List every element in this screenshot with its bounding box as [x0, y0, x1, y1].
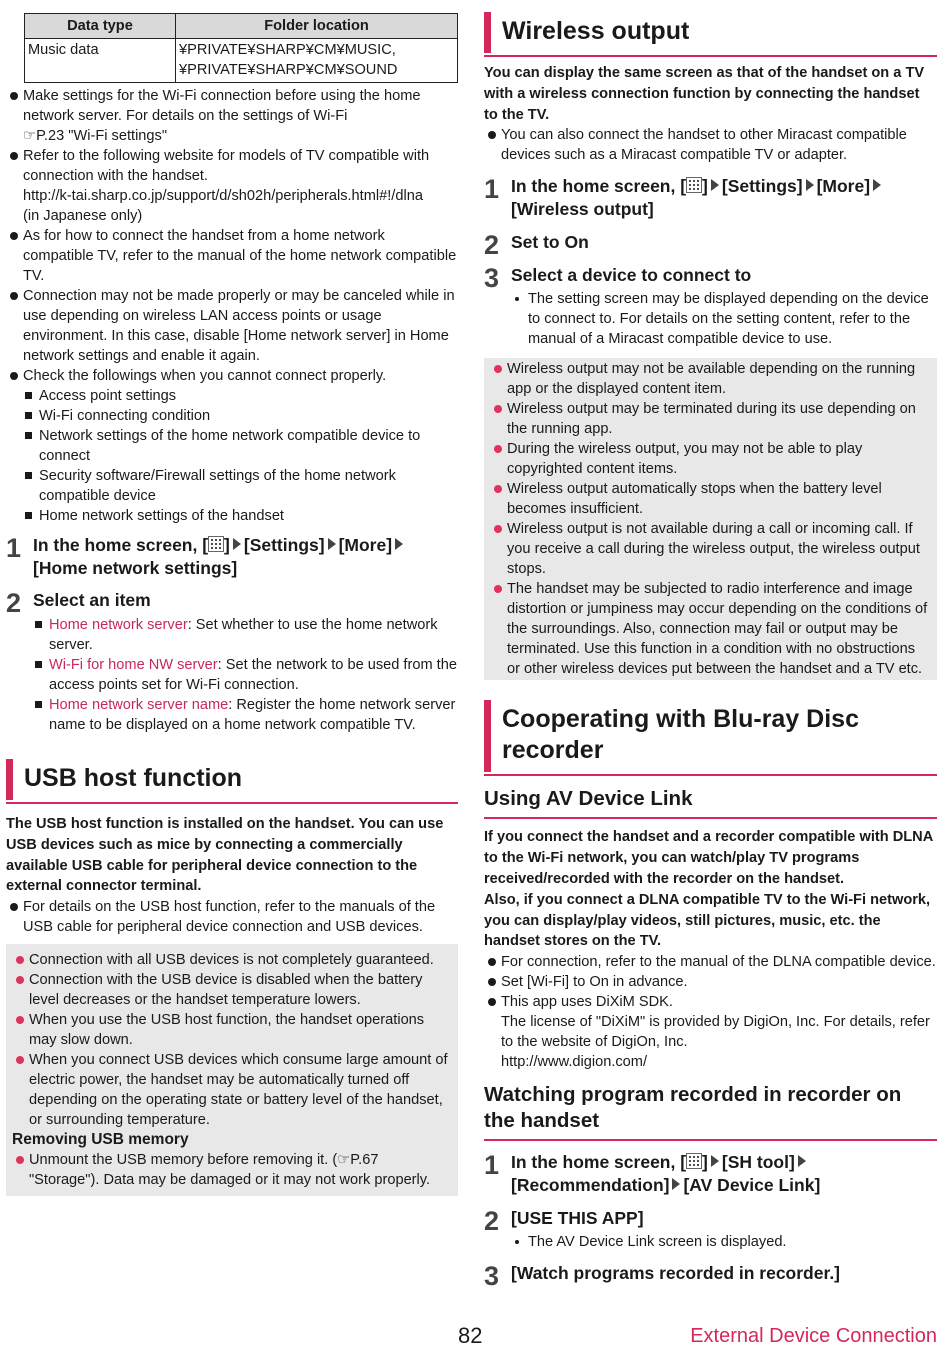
item-name: Wi-Fi for home NW server [49, 657, 218, 673]
item-list [6, 615, 458, 735]
sub-note: The setting screen may be displayed depending on the device to connect to. For details on the setting content, refer to the manual of a Miracast compatible device to use. [484, 289, 937, 349]
step-2 [484, 1206, 937, 1237]
check-item: Network settings of the home network compatible device to connect [6, 426, 458, 466]
step-number: 1 [6, 533, 22, 563]
arrow-right-icon [395, 538, 403, 550]
app-menu-icon [686, 1153, 702, 1169]
bullet-item [6, 146, 458, 226]
note-item: The handset may be subjected to radio interference and image distortion or jumpiness may occur depending on the conditions of the surroundings. Also, connection may fail or output may be terminated. Use this function in a condition with no obstructions or other wireless devices put between the handset and a TV etc. [490, 579, 931, 679]
bullet-item: For details on the USB host function, refer to the manuals of the USB cable for peripheral device connection and USB devices. [6, 897, 458, 937]
note-item: When you connect USB devices which consume large amount of electric power, the handset may be automatically turned off depending on the operating state or battery level of the handset, or surrounding temperature. [12, 1050, 452, 1130]
note-item: Wireless output may not be available depending on the running app or the displayed content item. [490, 359, 931, 399]
item-desc: : Set the network to be used from the access points set for Wi-Fi connection. [49, 657, 457, 693]
section-intro: Also, if you connect a DLNA compatible TV to the Wi-Fi network, you can display/play videos, still pictures, music, etc. the handset stores on the TV. [484, 891, 931, 950]
list-item [6, 615, 458, 655]
table-header-row [25, 14, 458, 39]
step-text: [More] [338, 535, 393, 555]
item-desc: : Set whether to use the home network server. [49, 617, 438, 653]
arrow-right-icon [672, 1178, 680, 1190]
step-text: [Home network settings] [33, 558, 238, 578]
step-text: [Recommendation] [511, 1175, 670, 1196]
step-3 [484, 263, 937, 294]
step-text: [USE THIS APP] [511, 1208, 644, 1229]
left-column [6, 0, 458, 1196]
page-number: 82 [458, 1323, 483, 1348]
section-heading: USB host function [6, 759, 458, 800]
bullet-item: For connection, refer to the manual of the DLNA compatible device. [484, 952, 937, 972]
bullet-item: Check the followings when you cannot connect properly. [6, 366, 458, 386]
table-header: Folder location [176, 14, 458, 39]
note-item: Wireless output is not available during a call or incoming call. If you receive a call during the wireless output, the wireless output stops. [490, 519, 931, 579]
page-reference: ☞P.23 "Wi-Fi settings" [23, 128, 168, 144]
step-1 [484, 1151, 937, 1197]
note-item: Connection with the USB device is disabled when the battery level decreases or the handset temperature lowers. [12, 970, 452, 1010]
note-item: Unmount the USB memory before removing it. (☞P.67 "Storage"). Data may be damaged or it may not work properly. [12, 1150, 452, 1190]
app-menu-icon [686, 177, 702, 193]
step-text: Set to On [511, 232, 589, 253]
arrow-right-icon [798, 1155, 806, 1167]
bullet-item: Set [Wi-Fi] to On in advance. [484, 972, 937, 992]
arrow-right-icon [806, 179, 814, 191]
note-item: Connection with all USB devices is not completely guaranteed. [12, 950, 452, 970]
step-1 [6, 534, 458, 580]
url-link[interactable]: http://www.digion.com/ [501, 1054, 648, 1071]
note-subheading: Removing USB memory [12, 1131, 189, 1149]
note-item: During the wireless output, you may not be able to play copyrighted content items. [490, 439, 931, 479]
step-number: 3 [484, 1261, 500, 1292]
check-item: Security software/Firewall settings of the home network compatible device [6, 466, 458, 506]
step-text: [Settings] [721, 176, 803, 197]
bullet-item: You can also connect the handset to other Miracast compatible devices such as a Miracast compatible TV or adapter. [484, 125, 937, 165]
section-heading: Wireless output [484, 12, 937, 53]
step-text: In the home screen, [ [511, 1152, 687, 1173]
step-number: 3 [484, 263, 500, 294]
folder-path: ¥PRIVATE¥SHARP¥CM¥SOUND [179, 62, 398, 78]
step-text: In the home screen, [ [33, 535, 209, 555]
step-text: [Watch programs recorded in recorder.] [511, 1263, 841, 1284]
step-text: [SH tool] [721, 1152, 795, 1173]
step-number: 2 [484, 1206, 500, 1237]
step-text: Select an item [33, 590, 151, 610]
step-number: 1 [484, 1150, 500, 1181]
bullet-text: Make settings for the Wi-Fi connection before using the home network server. For details on the settings of Wi-Fi [23, 88, 421, 124]
step-2 [6, 588, 458, 618]
step-text: [Wireless output] [511, 199, 654, 220]
bullet-text: The license of "DiXiM" is provided by DigiOn, Inc. For details, refer to the website of DigiOn, Inc. [501, 1014, 930, 1051]
check-item: Home network settings of the handset [6, 506, 458, 526]
step-text: ] [702, 1152, 708, 1173]
bullet-text: This app uses DiXiM SDK. [501, 994, 673, 1011]
step-1 [484, 175, 937, 221]
section-heading: Cooperating with Blu-ray Disc recorder [484, 700, 937, 772]
note-box [6, 944, 458, 1196]
check-item: Access point settings [6, 386, 458, 406]
step-number: 1 [484, 174, 500, 205]
step-text: [AV Device Link] [683, 1175, 821, 1196]
table-row [25, 39, 458, 83]
bullet-item: As for how to connect the handset from a home network compatible TV, refer to the manual of the home network compatible TV. [6, 226, 458, 286]
item-name: Home network server [49, 617, 188, 633]
note-box [484, 358, 937, 680]
subsection-heading: Using AV Device Link [484, 786, 937, 819]
step-text: [More] [816, 176, 871, 197]
arrow-right-icon [873, 179, 881, 191]
bullet-item [484, 992, 937, 1072]
list-item [6, 695, 458, 735]
item-desc: : Register the home network server name to be displayed on a home network compatible TV. [49, 697, 456, 733]
bullet-text: (in Japanese only) [23, 208, 143, 224]
step-number: 2 [6, 588, 22, 618]
arrow-right-icon [711, 1155, 719, 1167]
section-intro: The USB host function is installed on the handset. You can use USB devices such as mice by connecting a commercially available USB cable for peripheral device connection to the external connector terminal. [6, 816, 444, 895]
note-item: Wireless output automatically stops when the battery level becomes insufficient. [490, 479, 931, 519]
section-footer-link[interactable]: External Device Connection [690, 1325, 937, 1347]
step-text: ] [702, 176, 708, 197]
hn-bullets [6, 86, 458, 526]
table-cell [176, 39, 458, 83]
sub-note: The AV Device Link screen is displayed. [484, 1232, 937, 1252]
bullet-text: Refer to the following website for models of TV compatible with connection with the handset. [23, 148, 430, 184]
bullet-item [6, 86, 458, 146]
note-item: When you use the USB host function, the handset operations may slow down. [12, 1010, 452, 1050]
table-cell: Music data [25, 39, 176, 83]
section-intro: If you connect the handset and a recorder compatible with DLNA to the Wi-Fi network, you can watch/play TV programs received/recorded with the recorder on the handset. [484, 829, 933, 887]
step-text: ] [224, 535, 230, 555]
right-column [484, 0, 937, 1292]
arrow-right-icon [328, 538, 336, 550]
step-text: Select a device to connect to [511, 265, 752, 286]
item-name: Home network server name [49, 697, 229, 713]
step-2 [484, 230, 937, 261]
url-link[interactable]: http://k-tai.sharp.co.jp/support/d/sh02h/peripherals.html#!/dlna [23, 188, 423, 204]
note-item: Wireless output may be terminated during its use depending on the running app. [490, 399, 931, 439]
step-number: 2 [484, 230, 500, 261]
arrow-right-icon [233, 538, 241, 550]
step-text: [Settings] [243, 535, 325, 555]
app-menu-icon [208, 536, 224, 552]
arrow-right-icon [711, 179, 719, 191]
step-3 [484, 1261, 937, 1292]
section-intro: You can display the same screen as that of the handset on a TV with a wireless connection function by connecting the handset to the TV. [484, 65, 925, 123]
folder-table [24, 13, 458, 83]
table-header: Data type [25, 14, 176, 39]
step-text: In the home screen, [ [511, 176, 687, 197]
list-item [6, 655, 458, 695]
check-item: Wi-Fi connecting condition [6, 406, 458, 426]
subsection-heading: Watching program recorded in recorder on the handset [484, 1082, 937, 1141]
folder-path: ¥PRIVATE¥SHARP¥CM¥MUSIC, [179, 42, 396, 58]
bullet-item: Connection may not be made properly or may be canceled while in use depending on wireless LAN access points or usage environment. In this case, disable [Home network server] in Home network settings and enable it again. [6, 286, 458, 366]
